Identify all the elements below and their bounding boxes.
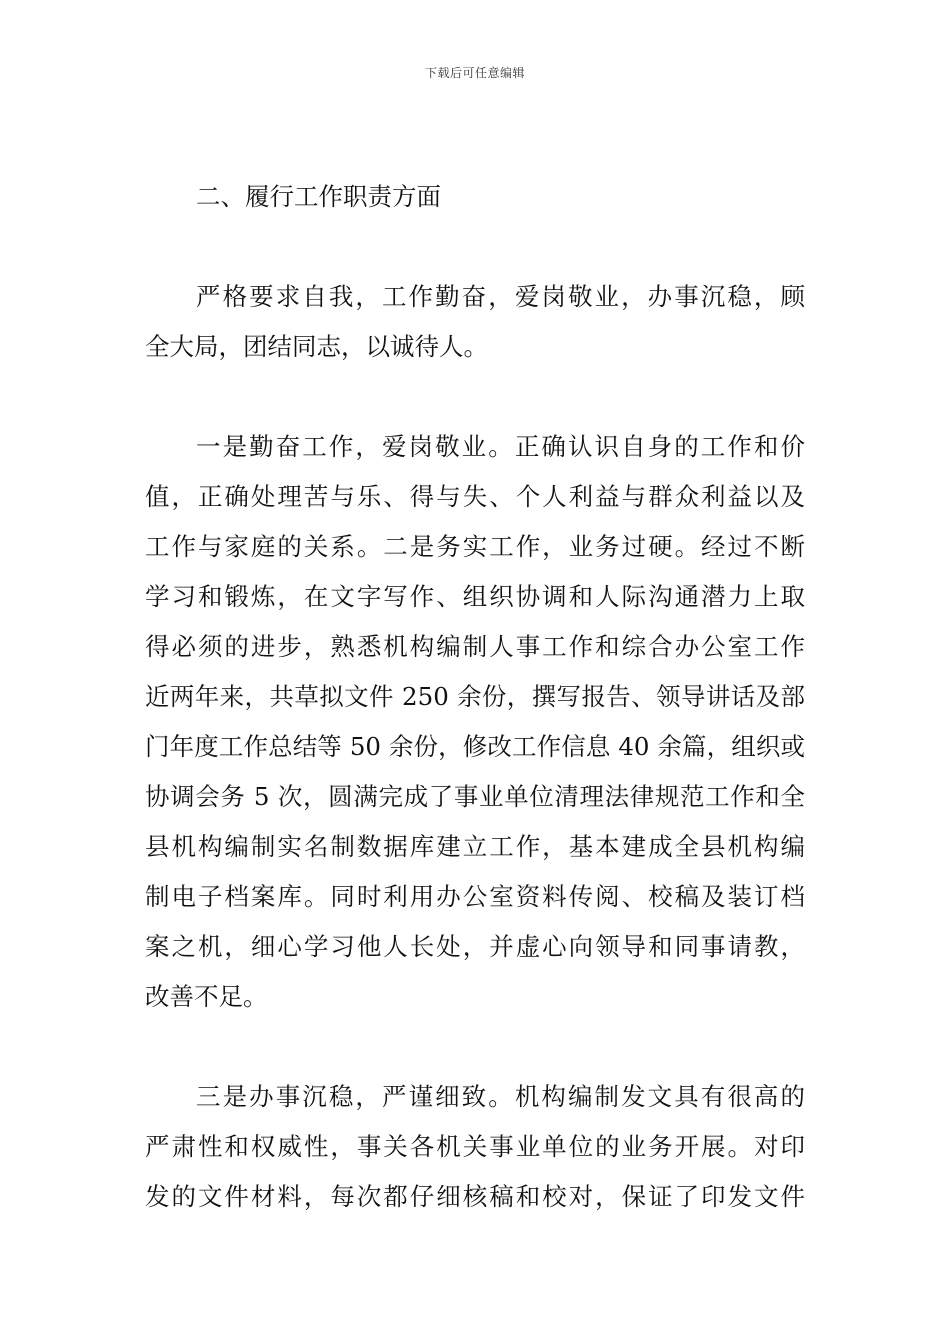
page-header: 下载后可任意编辑 xyxy=(424,66,525,80)
document-body xyxy=(145,172,805,1222)
paragraph-2-line-3: 工作与家庭的关系。二是务实工作，业务过硬。经过不断 xyxy=(145,532,805,561)
paragraph-2-line-4: 学习和锻炼，在文字写作、组织协调和人际沟通潜力上取 xyxy=(145,582,805,611)
paragraph-2-line-11: 案之机，细心学习他人长处，并虚心向领导和同事请教， xyxy=(145,932,805,961)
section-heading: 二、履行工作职责方面 xyxy=(196,182,441,211)
paragraph-2-line-2: 值，正确处理苦与乐、得与失、个人利益与群众利益以及 xyxy=(145,482,805,511)
spacer xyxy=(145,222,805,272)
spacer xyxy=(145,1022,805,1072)
spacer xyxy=(145,372,805,422)
paragraph-3-line-2: 严肃性和权威性，事关各机关事业单位的业务开展。对印 xyxy=(145,1132,805,1161)
paragraph-3-line-1: 三是办事沉稳，严谨细致。机构编制发文具有很高的 xyxy=(196,1082,805,1111)
paragraph-2-line-1: 一是勤奋工作，爱岗敬业。正确认识自身的工作和价 xyxy=(196,432,805,461)
paragraph-2-line-12: 改善不足。 xyxy=(145,982,268,1011)
paragraph-2-line-8: 协调会务 5 次，圆满完成了事业单位清理法律规范工作和全 xyxy=(145,782,805,811)
paragraph-3-line-3: 发的文件材料，每次都仔细核稿和校对，保证了印发文件 xyxy=(145,1182,805,1211)
paragraph-2-line-7: 门年度工作总结等 50 余份，修改工作信息 40 余篇，组织或 xyxy=(145,732,805,761)
paragraph-2-line-6: 近两年来，共草拟文件 250 余份，撰写报告、领导讲话及部 xyxy=(145,682,805,711)
paragraph-1-line-2: 全大局，团结同志，以诚待人。 xyxy=(145,332,488,361)
paragraph-1-line-1: 严格要求自我，工作勤奋，爱岗敬业，办事沉稳，顾 xyxy=(196,282,805,311)
paragraph-2-line-10: 制电子档案库。同时利用办公室资料传阅、校稿及装订档 xyxy=(145,882,805,911)
paragraph-2-line-5: 得必须的进步，熟悉机构编制人事工作和综合办公室工作 xyxy=(145,632,805,661)
paragraph-2-line-9: 县机构编制实名制数据库建立工作，基本建成全县机构编 xyxy=(145,832,805,861)
